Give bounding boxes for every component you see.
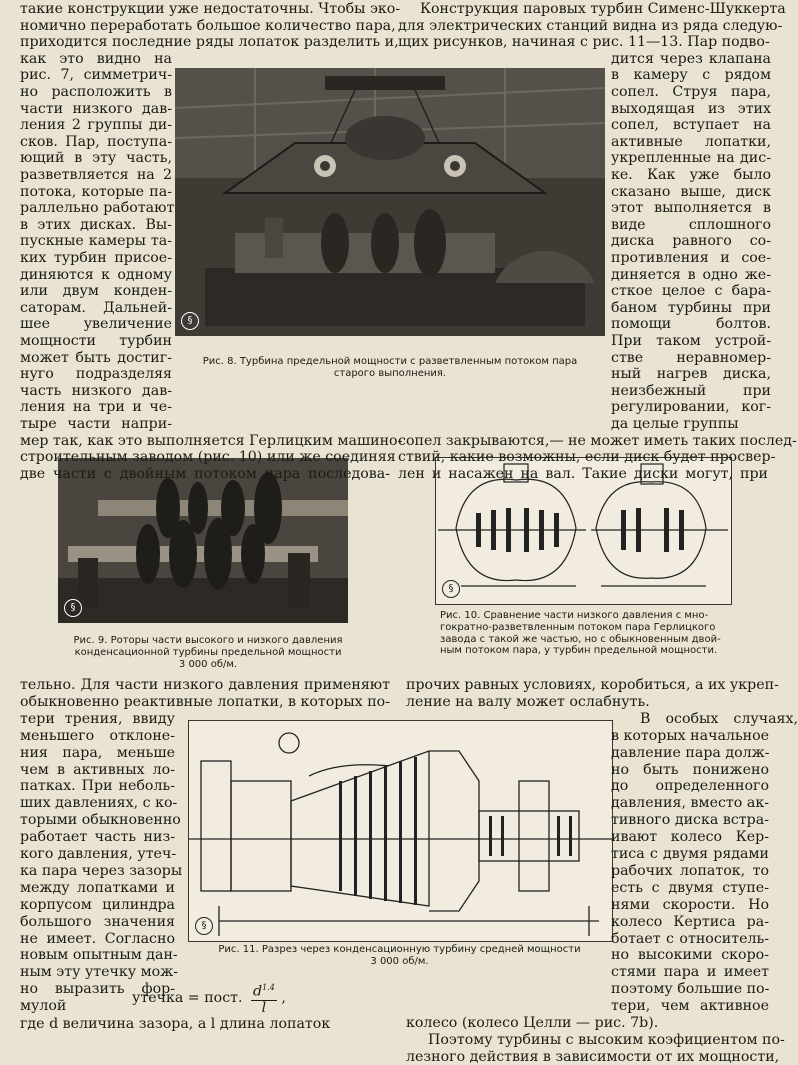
text-line: мер так, как это выполняется Герлицким машино- [20,432,403,449]
last-line: где d величина зазора, а l длина лопаток [20,1016,331,1032]
figure-9-photo [58,458,348,623]
text-line: да целые группы [611,416,739,432]
formula-numerator: d [253,983,263,1000]
text-line: тиса с двумя рядами [611,846,769,862]
text-line: чем в активных ло- [20,761,175,778]
text-line: тери трения, ввиду [20,710,175,727]
caption-line: Рис. 8. Турбина предельной мощности с разветвленным потоком пара [202,356,578,367]
text-line: Конструкция паровых турбин Сименс-Шуккерта [420,1,786,17]
text-line: такие конструкции уже недостаточны. Чтобы эко- [20,1,401,17]
text-line: диска равного со- [611,233,771,250]
text-line: При таком устрой- [611,333,771,349]
text-line: рис. 7, симметрич- [20,67,172,84]
text-line: колесо (колесо Целли — рис. 7b). [406,1015,659,1031]
text-line: тивного диска встра- [611,812,769,829]
text-line: сопел закрываются,— не может иметь таких послед- [398,432,797,449]
text-line: ление на валу может ослабнуть. [406,693,650,710]
figure-11-drawing [188,720,613,942]
publisher-mark-icon: § [64,599,82,617]
text-line: стями пара и имеет [611,964,769,981]
text-line: сопел, вступает на [611,117,771,134]
publisher-mark-icon: § [195,917,213,935]
caption-line: старого выполнения. [333,367,447,379]
text-line: тыре части напри- [20,416,172,432]
text-line: до определенного [611,778,769,795]
text-line: ления 2 группы ди- [20,117,172,134]
turbine-section-drawing [189,721,612,941]
text-line: но выразить фор- [20,981,175,998]
text-line: колесо Кертиса ра- [611,913,769,930]
text-line: торыми обыкновенно [20,812,181,829]
text-line: ботает с относитель- [611,930,769,947]
text-line: помощи болтов. [611,316,771,333]
text-line: ке. Как уже было [611,167,771,183]
text-line: работает часть низ- [20,829,175,846]
text-line: части низкого дав- [20,100,172,117]
text-line: шее увеличение [20,316,172,333]
caption-line: ным потоком пара, у турбин предельной мощности. [440,645,718,657]
text-line: приходится последние ряды лопаток разделить и, [20,34,399,51]
rotors-photo-image [58,458,348,623]
publisher-mark-icon: § [442,580,460,598]
text-line: лезного действия в зависимости от их мощности, [406,1048,780,1065]
text-line: ших давлениях, с ко- [20,795,178,812]
text-line: есть с двумя ступе- [611,879,769,896]
text-line: ления на три и че- [20,399,172,416]
figure-8-photo [175,68,605,336]
text-line: разветвляется на 2 [20,167,172,183]
caption-line: Рис. 11. Разрез через конденсационную турбину средней мощности [218,944,581,955]
text-line: давления, вместо ак- [611,795,769,812]
text-line: противления и сое- [611,250,771,266]
text-line: в этих дисках. Вы- [20,216,172,233]
text-line: активные лопатки, [611,133,771,150]
text-line: рабочих лопаток, то [611,862,769,879]
formula-exponent: 1.4 [262,983,275,992]
text-line: для электрических станций видна из ряда следую- [398,17,783,34]
text-line: ивают колесо Кер- [611,829,769,846]
text-line: обыкновенно реактивные лопатки, в которых по- [20,693,390,710]
text-line: диняется в одно же- [611,266,771,283]
text-line: большого значения [20,913,175,930]
text-line: две части с двойным потоком пара последова- [20,465,390,482]
text-line: новым опытным дан- [20,947,178,964]
text-line: сопел. Струя пара, [611,84,771,100]
text-line: баном турбины при [611,299,771,316]
text-line: раллельно работают [20,200,175,217]
text-line: ющий в эту часть, [20,150,172,167]
publisher-mark-icon: § [181,312,199,330]
text-line: или двум конден- [20,283,172,300]
figure-11-caption [188,944,611,968]
text-line: ным эту утечку мож- [20,964,179,981]
text-line: патках. При неболь- [20,778,175,795]
text-line: давление пара долж- [611,744,770,761]
text-line: саторам. Дальней- [20,299,172,316]
text-line: ный нагрев диска, [611,366,771,383]
text-line: мулой [20,998,67,1015]
text-line: в которых начальное [611,727,770,744]
text-line: но быть понижено [611,761,769,778]
text-line: дится через клапана [611,50,771,67]
text-line: ния пара, меньше [20,744,175,761]
text-line: лен и насажен на вал. Такие диски могут, при [398,465,768,482]
caption-line: Рис. 9. Роторы части высокого и низкого давления [73,635,343,646]
caption-line: гократно-разветвленным потоком пара Герлицкого [440,621,716,633]
text-line: В особых случаях, [640,710,798,727]
text-line: сказано выше, диск [611,183,771,200]
formula-comma: , [281,989,286,1006]
text-line: этот выполняется в [611,200,771,217]
text-line: между лопатками и [20,879,175,896]
text-line: регулировании, ког- [611,399,771,416]
text-line: нями скорости. Но [611,896,769,913]
text-line: потока, которые па- [20,183,172,200]
text-line: корпусом цилиндра [20,896,175,913]
text-line: но высокими скоро- [611,947,769,964]
text-line: стве неравномер- [611,349,771,366]
formula-lhs: утечка = пост. [132,989,243,1006]
text-line: виде сплошного [611,216,771,233]
figure-10-caption [440,610,740,657]
caption-line: 3 000 об/м. [370,955,429,967]
text-line: диняются к одному [20,266,172,283]
formula-denominator: l [261,999,267,1016]
text-line: поэтому большие по- [611,981,770,998]
text-line: выходящая из этих [611,100,771,117]
figure-8-caption [175,356,605,380]
text-line: меньшего отклоне- [20,727,175,744]
text-line: тери, чем активное [611,998,769,1015]
figure-9-caption [48,635,368,670]
text-line: но расположить в [20,84,172,100]
text-line: в камеру с рядом [611,67,771,84]
turbine-photo-image [175,68,605,336]
text-line: строительным заводом (рис. 10) или же соединяя [20,449,396,466]
text-line: номично переработать большое количество пара, [20,17,396,34]
caption-line: Рис. 10. Сравнение части низкого давления с мно- [440,610,709,621]
text-line: ствий, какие возможны, если диск будет просвер- [398,449,776,466]
text-line: сков. Пар, поступа- [20,133,172,150]
text-line: сткое целое с бара- [611,283,771,300]
text-line: ка пара через зазоры [20,862,183,879]
text-line: не имеет. Согласно [20,930,175,947]
text-line: нуго подразделяя [20,366,172,383]
text-line: укрепленные на дис- [611,150,771,167]
caption-line: завода с такой же частью, но с обыкновенным двой- [440,633,721,645]
text-line: ких турбин присое- [20,250,172,266]
text-line: часть низкого дав- [20,382,172,399]
text-line: тельно. Для части низкого давления применяют [20,677,390,693]
formula-fraction [251,980,277,1016]
caption-line: конденсационной турбины предельной мощности [74,646,342,658]
text-line: неизбежный при [611,382,771,399]
text-line: может быть достиг- [20,349,172,366]
caption-line: 3 000 об/м. [178,658,238,670]
text-line: щих рисунков, начиная с рис. 11—13. Пар подво- [398,34,770,51]
text-line: пускные камеры та- [20,233,172,250]
text-line: кого давления, утеч- [20,846,177,862]
text-line: прочих равных условиях, коробиться, а их укреп- [406,677,779,693]
text-line: Поэтому турбины с высоким коэфициентом по- [428,1031,785,1048]
text-line: мощности турбин [20,333,172,349]
text-line: как это видно на [20,50,172,67]
